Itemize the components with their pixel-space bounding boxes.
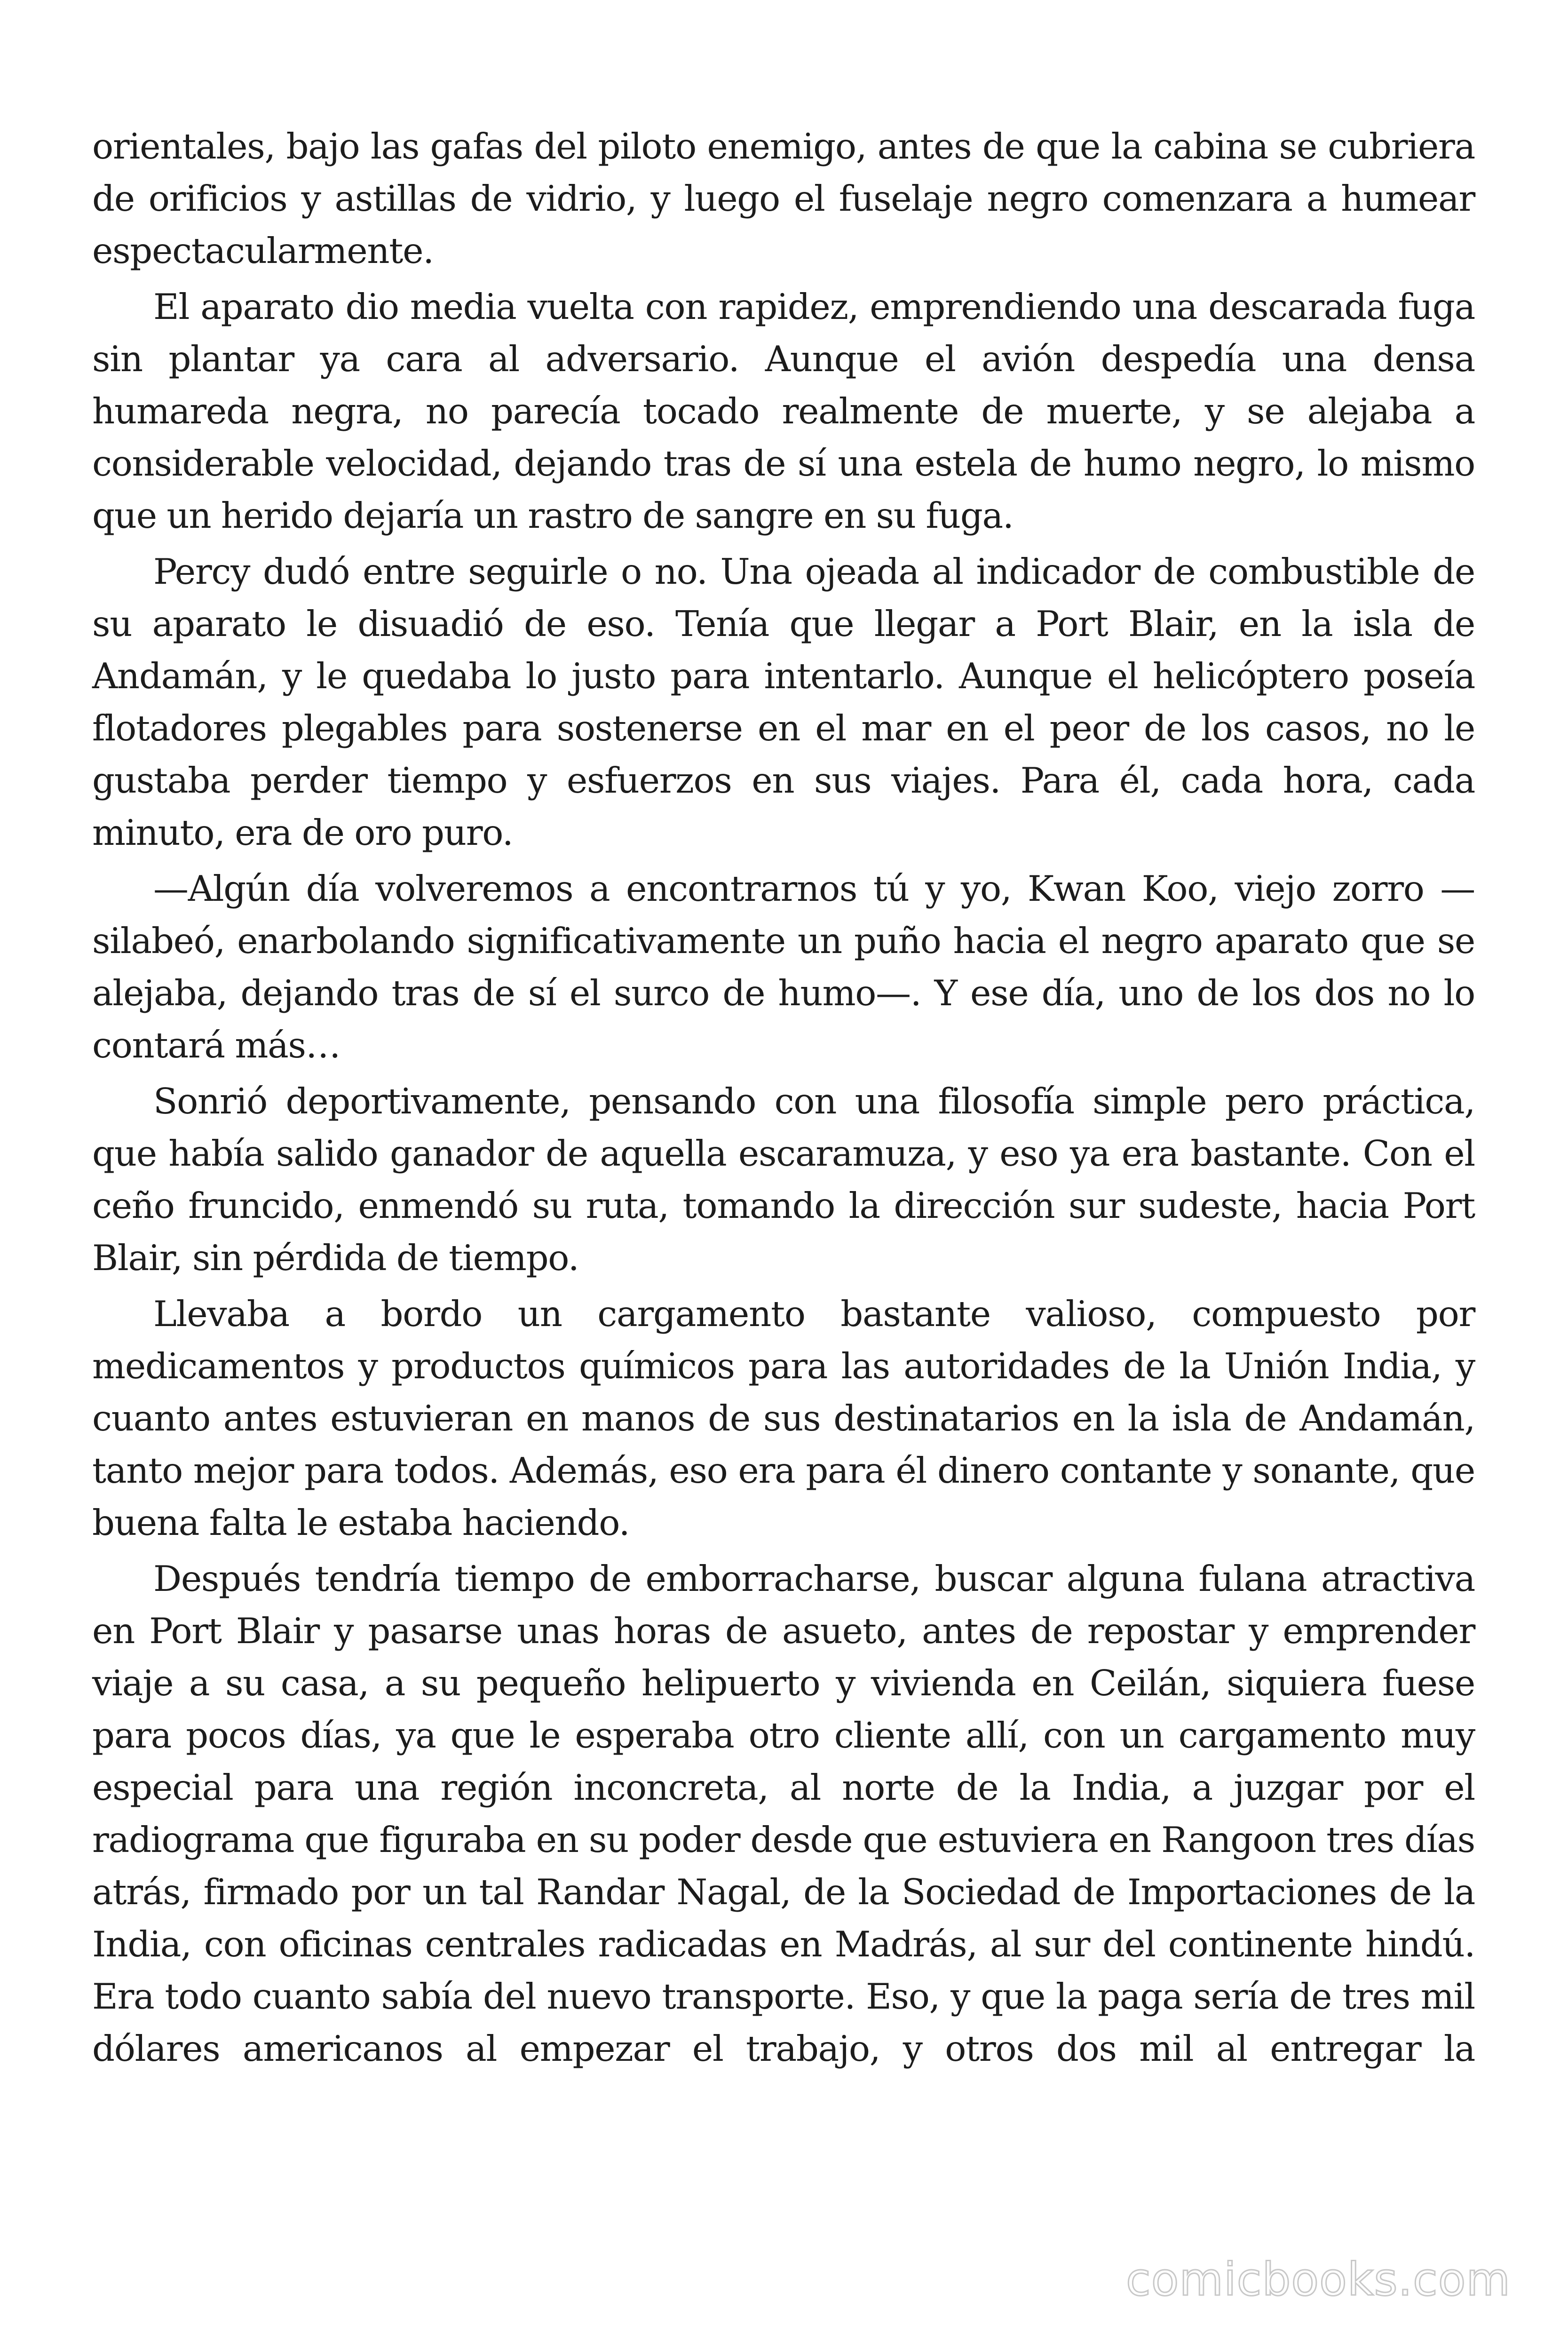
paragraph-6: Llevaba a bordo un cargamento bastante valioso, compuesto por medicamentos y productos químicos para las autoridades de la Unión India, y cuanto antes estuvieran en manos de sus destinatarios en la isla de Andamán, tanto mejor para todos. Además, eso era para él dinero contante y sonante, que buena falta le estaba haciendo. (92, 1293, 1475, 1543)
watermark-logo: comicbooks.com (1125, 2253, 1511, 2306)
book-page-text (92, 120, 1475, 2079)
paragraph-2: El aparato dio media vuelta con rapidez, emprendiendo una descarada fuga sin plantar ya cara al adversario. Aunque el avión despedía una densa humareda negra, no parecía tocado realmente de muerte, y se alejaba a considerable velocidad, dejando tras de sí una estela de humo negro, lo mismo que un herido dejaría un rastro de sangre en su fuga. (92, 286, 1475, 536)
paragraph-4: —Algún día volveremos a encontrarnos tú y yo, Kwan Koo, viejo zorro —silabeó, enarbolando significativamente un puño hacia el negro aparato que se alejaba, dejando tras de sí el surco de humo—. Y ese día, uno de los dos no lo contará más… (92, 868, 1475, 1066)
paragraph-5: Sonrió deportivamente, pensando con una filosofía simple pero práctica, que había salido ganador de aquella escaramuza, y eso ya era bastante. Con el ceño fruncido, enmendó su ruta, tomando la dirección sur sudeste, hacia Port Blair, sin pérdida de tiempo. (92, 1081, 1475, 1279)
paragraph-3: Percy dudó entre seguirle o no. Una ojeada al indicador de combustible de su aparato le disuadió de eso. Tenía que llegar a Port Blair, en la isla de Andamán, y le quedaba lo justo para intentarlo. Aunque el helicóptero poseía flotadores plegables para sostenerse en el mar en el peor de los casos, no le gustaba perder tiempo y esfuerzos en sus viajes. Para él, cada hora, cada minuto, era de oro puro. (92, 551, 1475, 853)
paragraph-7: Después tendría tiempo de emborracharse, buscar alguna fulana atractiva en Port Blair y pasarse unas horas de asueto, antes de repostar y emprender viaje a su casa, a su pequeño helipuerto y vivienda en Ceilán, siquiera fuese para pocos días, ya que le esperaba otro cliente allí, con un cargamento muy especial para una región inconcreta, al norte de la India, a juzgar por el radiograma que figuraba en su poder desde que estuviera en Rangoon tres días atrás, firmado por un tal Randar Nagal, de la Sociedad de Importaciones de la India, con oficinas centrales radicadas en Madrás, al sur del continente hindú. Era todo cuanto sabía del nuevo transporte. Eso, y que la paga sería de tres mil dólares americanos al empezar el trabajo, y otros dos mil al entregar la (92, 1558, 1475, 2069)
paragraph-1: orientales, bajo las gafas del piloto enemigo, antes de que la cabina se cubriera de orificios y astillas de vidrio, y luego el fuselaje negro comenzara a humear espectacularmente. (92, 126, 1475, 271)
